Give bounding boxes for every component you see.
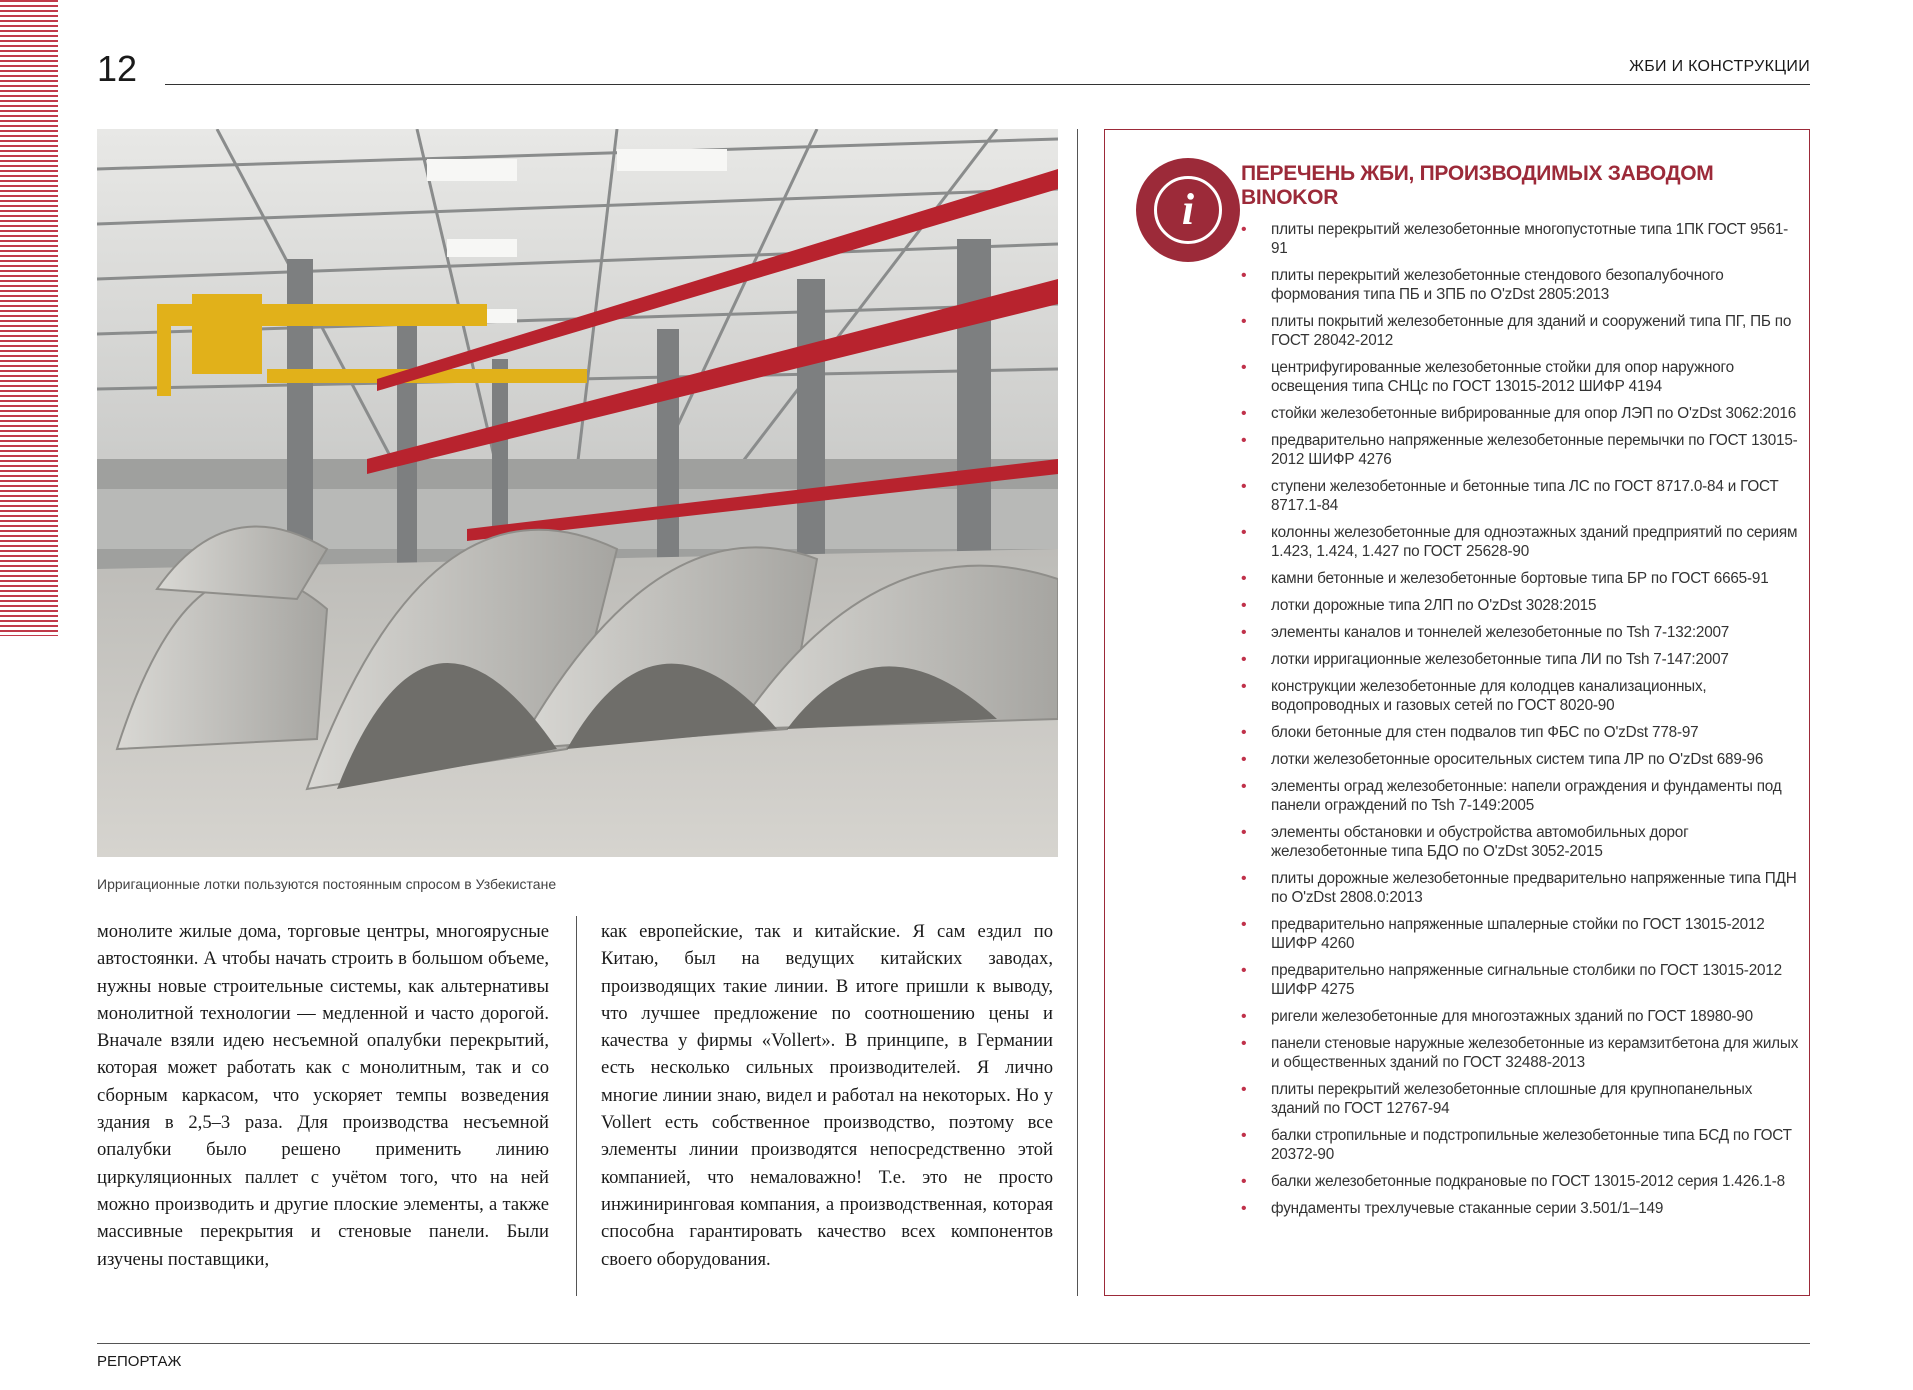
list-item-text: камни бетонные и железобетонные бортовые типа БР по ГОСТ 6665-91 <box>1271 570 1769 587</box>
list-item-text: плиты перекрытий железобетонные стендового безопалубочного формования типа ПБ и ЗПБ по O'zDst 2805:2013 <box>1271 267 1724 303</box>
list-item-text: лотки дорожные типа 2ЛП по O'zDst 3028:2015 <box>1271 597 1597 614</box>
list-item <box>1241 431 1801 469</box>
list-item <box>1241 1126 1801 1164</box>
bullet-icon: • <box>1241 478 1247 495</box>
factory-photo <box>97 129 1058 857</box>
column-divider <box>576 916 577 1296</box>
bullet-icon: • <box>1241 870 1247 887</box>
list-item <box>1241 723 1801 742</box>
list-item <box>1241 477 1801 515</box>
list-item-text: лотки железобетонные оросительных систем типа ЛР по O'zDst 689-96 <box>1271 751 1764 768</box>
list-item-text: балки стропильные и подстропильные железобетонные типа БСД по ГОСТ 20372-90 <box>1271 1127 1792 1163</box>
bullet-icon: • <box>1241 1081 1247 1098</box>
infobox-product-list <box>1104 129 1810 1296</box>
list-item <box>1241 266 1801 304</box>
list-item-text: ригели железобетонные для многоэтажных зданий по ГОСТ 18980-90 <box>1271 1008 1753 1025</box>
list-item-text: фундаменты трехлучевые стаканные серии 3.501/1–149 <box>1271 1200 1664 1217</box>
infobox-heading: ПЕРЕЧЕНЬ ЖБИ, ПРОИЗВОДИМЫХ ЗАВОДОМ BINOKOR <box>1241 162 1714 209</box>
list-item-text: конструкции железобетонные для колодцев канализационных, водопроводных и газовых сетей по ГОСТ 8020-90 <box>1271 678 1707 714</box>
bullet-icon: • <box>1241 1173 1247 1190</box>
list-item-text: плиты перекрытий железобетонные сплошные для крупнопанельных зданий по ГОСТ 12767-94 <box>1271 1081 1753 1117</box>
photo-caption: Ирригационные лотки пользуются постоянным спросом в Узбекистане <box>97 876 557 892</box>
list-item-text: панели стеновые наружные железобетонные из керамзитбетона для жилых и общественных зданий по ГОСТ 32488-2013 <box>1271 1035 1799 1071</box>
list-item-text: плиты покрытий железобетонные для зданий и сооружений типа ПГ, ПБ по ГОСТ 28042-2012 <box>1271 313 1792 349</box>
bullet-icon: • <box>1241 524 1247 541</box>
bullet-icon: • <box>1241 824 1247 841</box>
list-item <box>1241 823 1801 861</box>
list-item <box>1241 869 1801 907</box>
bullet-icon: • <box>1241 624 1247 641</box>
bullet-icon: • <box>1241 221 1247 238</box>
list-item <box>1241 623 1801 642</box>
list-item-text: ступени железобетонные и бетонные типа ЛС по ГОСТ 8717.0-84 и ГОСТ 8717.1-84 <box>1271 478 1779 514</box>
list-item-text: стойки железобетонные вибрированные для опор ЛЭП по O'zDst 3062:2016 <box>1271 405 1797 422</box>
bullet-icon: • <box>1241 1200 1247 1217</box>
factory-hall-illustration <box>97 129 1058 857</box>
product-list <box>1241 220 1801 1226</box>
list-item-text: балки железобетонные подкрановые по ГОСТ 13015-2012 серия 1.426.1-8 <box>1271 1173 1785 1190</box>
list-item-text: лотки ирригационные железобетонные типа ЛИ по Tsh 7-147:2007 <box>1271 651 1729 668</box>
bullet-icon: • <box>1241 751 1247 768</box>
list-item <box>1241 750 1801 769</box>
section-divider <box>1077 129 1078 1296</box>
list-item-text: элементы обстановки и обустройства автомобильных дорог железобетонные типа БДО по O'zDst 3052-2015 <box>1271 824 1689 860</box>
bullet-icon: • <box>1241 962 1247 979</box>
list-item <box>1241 523 1801 561</box>
list-item <box>1241 569 1801 588</box>
list-item-text: блоки бетонные для стен подвалов тип ФБС по O'zDst 778-97 <box>1271 724 1699 741</box>
list-item <box>1241 404 1801 423</box>
list-item-text: плиты перекрытий железобетонные многопустотные типа 1ПК ГОСТ 9561-91 <box>1271 221 1789 257</box>
footer-rule <box>97 1343 1810 1344</box>
page-number: 12 <box>97 48 138 89</box>
list-item <box>1241 596 1801 615</box>
list-item <box>1241 312 1801 350</box>
list-item <box>1241 677 1801 715</box>
list-item <box>1241 650 1801 669</box>
bullet-icon: • <box>1241 597 1247 614</box>
bullet-icon: • <box>1241 678 1247 695</box>
list-item-text: элементы оград железобетонные: напели ограждения и фундаменты под панели ограждений по Tsh 7-149:2005 <box>1271 778 1782 814</box>
bullet-icon: • <box>1241 916 1247 933</box>
list-item <box>1241 1172 1801 1191</box>
bullet-icon: • <box>1241 1127 1247 1144</box>
list-item-text: предварительно напряженные сигнальные столбики по ГОСТ 13015-2012 ШИФР 4275 <box>1271 962 1782 998</box>
list-item-text: предварительно напряженные шпалерные стойки по ГОСТ 13015-2012 ШИФР 4260 <box>1271 916 1765 952</box>
article-column-right: как европейские, так и китайские. Я сам ездил по Китаю, был на ведущих китайских заводах, производящих такие линии. В итоге пришли к выводу, что лучшее предложение по соотношению цены и качества у фирмы «Vollert». В принципе, в Германии есть несколько сильных производителей. Я лично многие линии знаю, видел и работал на некоторых. Но у Vollert есть собственное производство, поэтому все элементы линии производятся непосредственно этой компанией, что немаловажно! Т.е. это не просто инжиниринговая компания, а производственная, которая способна гарантировать качество всех компонентов своего оборудования. <box>601 921 1053 1270</box>
list-item <box>1241 220 1801 258</box>
bullet-icon: • <box>1241 432 1247 449</box>
list-item <box>1241 1199 1801 1218</box>
decorative-stripes <box>0 0 58 636</box>
list-item <box>1241 1080 1801 1118</box>
list-item <box>1241 1007 1801 1026</box>
list-item-text: элементы каналов и тоннелей железобетонные по Tsh 7-132:2007 <box>1271 624 1730 641</box>
section-title: ЖБИ И КОНСТРУКЦИИ <box>1629 58 1810 75</box>
list-item-text: центрифугированные железобетонные стойки для опор наружного освещения типа СНЦс по ГОСТ 13015-2012 ШИФР 4194 <box>1271 359 1734 395</box>
list-item <box>1241 777 1801 815</box>
list-item <box>1241 1034 1801 1072</box>
info-icon: i <box>1136 158 1240 262</box>
list-item-text: предварительно напряженные железобетонные перемычки по ГОСТ 13015-2012 ШИФР 4276 <box>1271 432 1798 468</box>
list-item <box>1241 915 1801 953</box>
bullet-icon: • <box>1241 651 1247 668</box>
list-item <box>1241 961 1801 999</box>
bullet-icon: • <box>1241 359 1247 376</box>
bullet-icon: • <box>1241 778 1247 795</box>
header-rule <box>165 84 1810 85</box>
bullet-icon: • <box>1241 724 1247 741</box>
bullet-icon: • <box>1241 313 1247 330</box>
bullet-icon: • <box>1241 570 1247 587</box>
bullet-icon: • <box>1241 1035 1247 1052</box>
bullet-icon: • <box>1241 1008 1247 1025</box>
bullet-icon: • <box>1241 267 1247 284</box>
footer-label: РЕПОРТАЖ <box>97 1353 182 1370</box>
bullet-icon: • <box>1241 405 1247 422</box>
article-column-left: монолите жилые дома, торговые центры, многоярусные автостоянки. А чтобы начать строить в большом объеме, нужны новые строительные системы, как альтернативы монолитной технологии — медленной и часто дорогой. Вначале взяли идею несъемной опалубки перекрытий, которая может работать как с монолитным, так и со сборным каркасом, что ускоряет темпы возведения здания в 2,5–3 раза. Для производства несъемной опалубки было решено применить линию циркуляционных паллет с учётом того, что на ней можно производить и другие плоские элементы, а также массивные перекрытия и стеновые панели. Были изучены поставщики, <box>97 921 549 1270</box>
list-item-text: колонны железобетонные для одноэтажных зданий предприятий по сериям 1.423, 1.424, 1.427 по ГОСТ 25628-90 <box>1271 524 1798 560</box>
list-item-text: плиты дорожные железобетонные предварительно напряженные типа ПДН по O'zDst 2808.0:2013 <box>1271 870 1797 906</box>
list-item <box>1241 358 1801 396</box>
